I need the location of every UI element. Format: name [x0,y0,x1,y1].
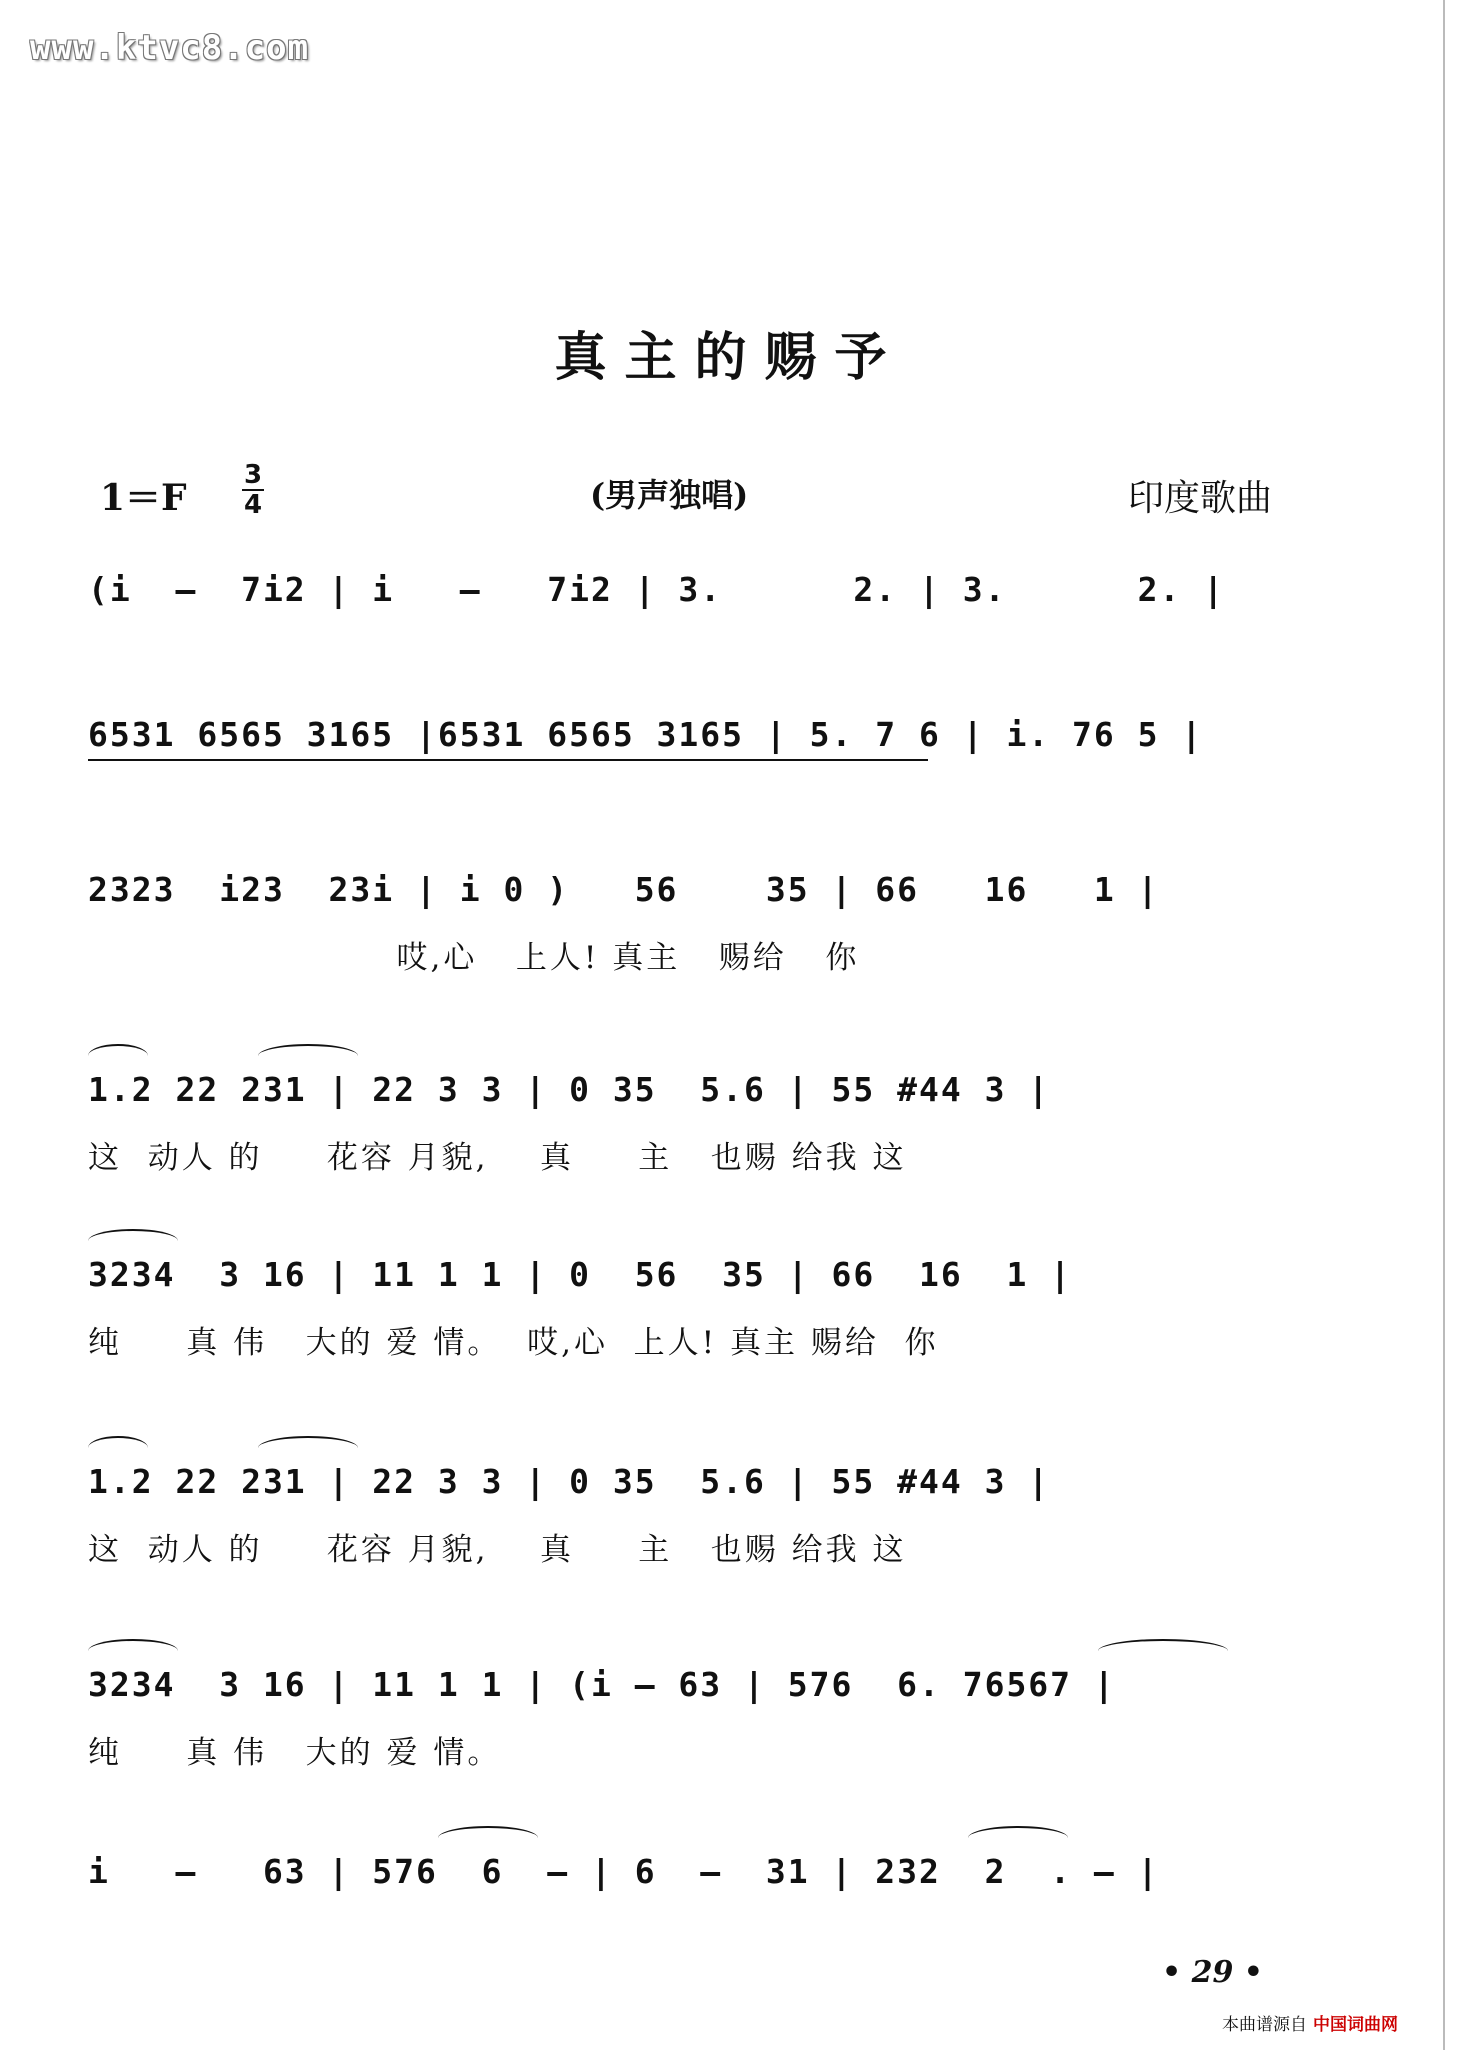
key-signature: 1＝F [100,477,187,519]
voice-designation: (男声独唱) [590,476,749,514]
source-site-link[interactable]: 中国词曲网 [1313,2015,1398,2035]
time-signature-bottom: 4 [243,490,263,520]
notes-line: 1.2 22 231 | 22 3 3 | 0 35 5.6 | 55 #44 3 | [88,1070,1051,1109]
lyrics-line: 哎,心 上人! 真主 赐给 你 [88,940,860,976]
notes-line: 3234 3 16 | 11 1 1 | (i — 63 | 576 6. 76567 | [88,1665,1116,1704]
song-origin: 印度歌曲 [1128,478,1273,519]
notes-line: 1.2 22 231 | 22 3 3 | 0 35 5.6 | 55 #44 3 | [88,1462,1051,1501]
lyrics-line: 这 动人 的 花容 月貌, 真 主 也赐 给我 这 [88,1140,907,1176]
notes-line: 6531 6565 3165 |6531 6565 3165 | 5. 7 6 | i. 76 5 | [88,715,1204,754]
page-number: • 29 • [1162,1955,1263,1990]
lyrics-line: 纯 真 伟 大的 爱 情。 [88,1735,502,1771]
notes-line: 3234 3 16 | 11 1 1 | 0 56 35 | 66 16 1 | [88,1255,1073,1294]
left-margin-strip [0,0,14,2050]
time-signature [242,462,264,518]
song-title: 真主的赐予 [554,327,905,388]
time-signature-top: 3 [243,460,263,490]
source-label: 本曲谱源自 [1222,2015,1307,2035]
lyrics-line: 这 动人 的 花容 月貌, 真 主 也赐 给我 这 [88,1532,907,1568]
notes-line: (i — 7i2 | i — 7i2 | 3. 2. | 3. 2. | [88,570,1226,609]
lyrics-line: 纯 真 伟 大的 爱 情。 哎,心 上人! 真主 赐给 你 [88,1325,939,1361]
notes-line: 2323 i23 23i | i 0 ) 56 35 | 66 16 1 | [88,870,1160,909]
watermark: www.ktvc8.com [30,28,310,68]
notes-line: i — 63 | 576 6 — | 6 — 31 | 232 2 . — | [88,1852,1160,1891]
source-credit [1222,2010,1398,2035]
right-margin-strip [1443,0,1459,2050]
